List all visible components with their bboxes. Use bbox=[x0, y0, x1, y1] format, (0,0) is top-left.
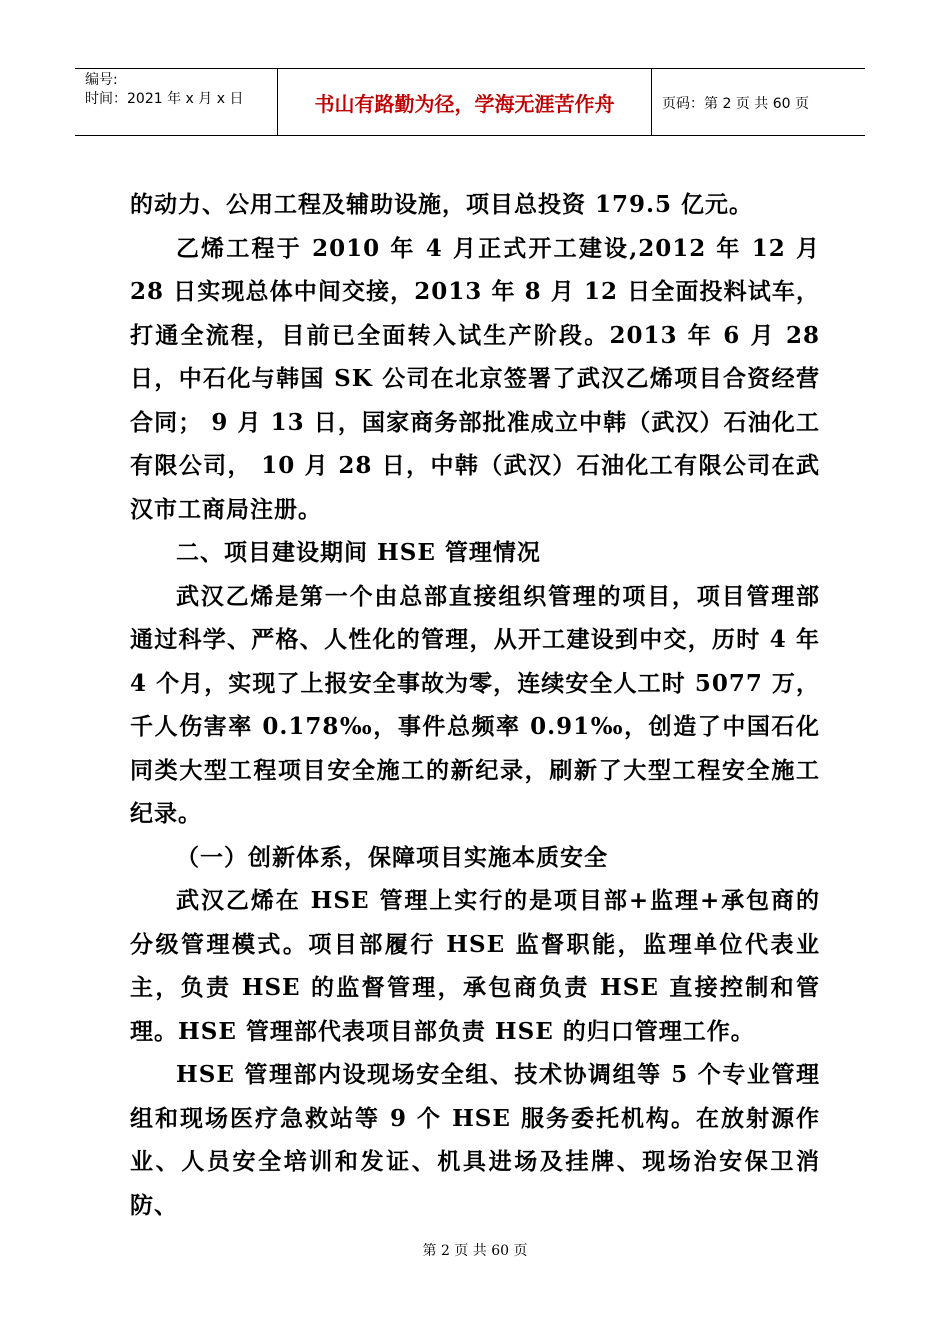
header-page-info: 页码：第 2 页 共 60 页 bbox=[662, 96, 809, 112]
number-label: 编号: bbox=[85, 72, 118, 88]
header-motto: 书山有路勤为径，学海无涯苦作舟 bbox=[278, 69, 652, 135]
paragraph: 武汉乙烯是第一个由总部直接组织管理的项目，项目管理部通过科学、严格、人性化的管理，从开工建设到中交，历时 4 年 4 个月，实现了上报安全事故为零，连续安全人工时 5077 万，千人伤害率 0.178‰，事件总频率 0.91‰，创造了中国石化同类大型工程项目安全施工的新纪录，刷新了大型工程安全施工纪录。 bbox=[130, 582, 820, 827]
paragraph: 武汉乙烯在 HSE 管理上实行的是项目部+监理+承包商的分级管理模式。项目部履行 HSE 监督职能，监理单位代表业主，负责 HSE 的监督管理，承包商负责 HSE 直接控制和管理。HSE 管理部代表项目部负责 HSE 的归口管理工作。 bbox=[130, 887, 820, 1045]
section-heading: 二、项目建设期间 HSE 管理情况 bbox=[176, 539, 541, 566]
paragraph: 的动力、公用工程及辅助设施，项目总投资 179.5 亿元。 bbox=[130, 191, 754, 218]
subsection-heading: （一）创新体系，保障项目实施本质安全 bbox=[176, 843, 608, 871]
document-header bbox=[75, 68, 865, 136]
page-footer: 第 2 页 共 60 页 bbox=[422, 1243, 528, 1259]
document-body bbox=[130, 183, 820, 1227]
paragraph: 乙烯工程于 2010 年 4 月正式开工建设,2012 年 12 月 28 日实现总体中间交接，2013 年 8 月 12 日全面投料试车，打通全流程，目前已全面转入试生产阶段。2013 年 6 月 28 日，中石化与韩国 SK 公司在北京签署了武汉乙烯项目合资经营合同； 9 月 13 日，国家商务部批准成立中韩（武汉）石油化工有限公司， 10 月 28 日，中韩（武汉）石油化工有限公司在武汉市工商局注册。 bbox=[130, 234, 820, 523]
header-meta bbox=[75, 69, 278, 135]
paragraph: HSE 管理部内设现场安全组、技术协调组等 5 个专业管理组和现场医疗急救站等 9 个 HSE 服务委托机构。在放射源作业、人员安全培训和发证、机具进场及挂牌、现场治安保卫消防、 bbox=[130, 1061, 820, 1219]
time-label: 时间：2021 年 x 月 x 日 bbox=[85, 91, 244, 107]
